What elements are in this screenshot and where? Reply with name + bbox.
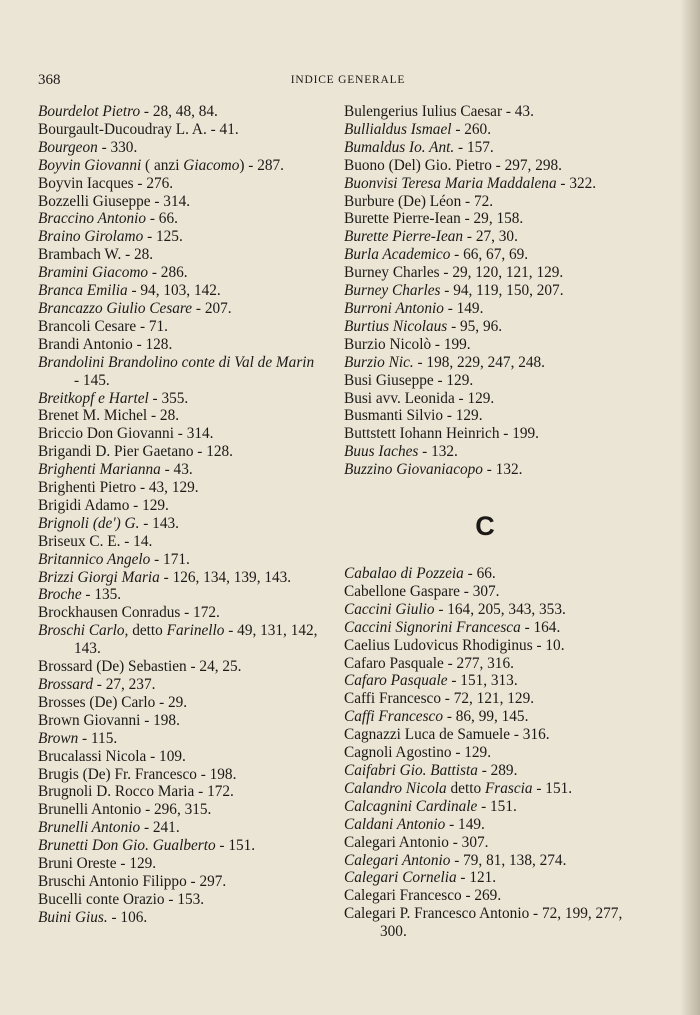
entry-name-italic: Burette Pierre-Iean xyxy=(344,228,464,246)
index-entry xyxy=(38,569,320,587)
entry-text: Bruschi Antonio Filippo - 297. xyxy=(38,872,227,890)
entry-name-italic: Caccini Giulio xyxy=(344,600,435,618)
index-entry xyxy=(344,816,626,834)
entry-text: Brosses (De) Carlo - 29. xyxy=(38,693,188,711)
index-entry xyxy=(38,676,320,694)
index-entry xyxy=(344,619,626,637)
index-entry xyxy=(344,905,626,941)
entry-text: Burette Pierre-Iean - 29, 158. xyxy=(344,210,524,228)
index-entry xyxy=(344,708,626,726)
index-entry xyxy=(344,461,626,479)
index-column-left xyxy=(38,103,320,927)
entry-text: Brugis (De) Fr. Francesco - 198. xyxy=(38,765,237,783)
entry-text: Bourgault-Ducoudray L. A. - 41. xyxy=(38,120,239,138)
index-entry xyxy=(38,783,320,801)
entry-name-italic: Brighenti Marianna xyxy=(38,461,161,479)
entry-text: - 66, 67, 69. xyxy=(450,246,529,264)
index-entry xyxy=(38,891,320,909)
entry-text: detto xyxy=(128,622,167,640)
index-entry xyxy=(344,318,626,336)
entry-text: - 106. xyxy=(107,908,148,926)
entry-text: Calegari Antonio - 307. xyxy=(344,833,489,851)
index-entry xyxy=(344,210,626,228)
index-entry xyxy=(344,601,626,619)
index-entry xyxy=(38,390,320,408)
index-entry xyxy=(344,228,626,246)
entry-name-italic: Braccino Antonio xyxy=(38,210,147,228)
entry-name-italic: Brancazzo Giulio Cesare xyxy=(38,299,193,317)
entry-name-italic: Brizzi Giorgi Maria xyxy=(38,568,160,586)
index-entry xyxy=(38,497,320,515)
entry-text: - 94, 103, 142. xyxy=(127,282,221,300)
index-entry xyxy=(344,690,626,708)
index-entry xyxy=(344,798,626,816)
entry-name-italic: Brignoli (de') G. xyxy=(38,514,140,532)
entry-name-italic: Brandolini Brandolino conte di Val de Marin xyxy=(38,353,315,371)
entry-name-italic: Calandro Nicola xyxy=(344,779,447,797)
index-entry xyxy=(344,103,626,121)
entry-name-italic: Broche xyxy=(38,586,82,604)
index-entry xyxy=(38,121,320,139)
index-entry xyxy=(38,837,320,855)
entry-text: - 49, 131, 142, 143. xyxy=(74,622,322,658)
index-entry xyxy=(38,300,320,318)
index-entry xyxy=(38,730,320,748)
entry-name-italic: Boyvin Giovanni xyxy=(38,156,142,174)
entry-text: - 66. xyxy=(146,210,178,228)
entry-name-italic: Caldani Antonio xyxy=(344,815,446,833)
entry-text: - 171. xyxy=(150,550,190,568)
entry-text: Busi avv. Leonida - 129. xyxy=(344,389,495,407)
index-entry xyxy=(38,748,320,766)
entry-text: Brugnoli D. Rocco Maria - 172. xyxy=(38,783,234,801)
index-entry xyxy=(344,565,626,583)
entry-text: - 43. xyxy=(160,461,193,479)
index-entry xyxy=(38,586,320,604)
entry-text: - 135. xyxy=(81,586,122,604)
index-entry xyxy=(344,583,626,601)
entry-name-italic: Branca Emilia xyxy=(38,282,128,300)
index-entry xyxy=(344,139,626,157)
entry-text: - 125. xyxy=(143,228,183,246)
entry-name-italic: Burroni Antonio xyxy=(344,299,444,317)
entry-text: Cafaro Pasquale - 277, 316. xyxy=(344,654,514,672)
entry-name-italic: Farinello xyxy=(166,622,225,640)
index-entry xyxy=(38,103,320,121)
entry-text: Burney Charles - 29, 120, 121, 129. xyxy=(344,264,564,282)
index-entry xyxy=(344,425,626,443)
entry-text: - 289. xyxy=(477,762,518,779)
entry-name-italic: Breitkopf e Hartel xyxy=(38,389,149,407)
entry-text: Brockhausen Conradus - 172. xyxy=(38,604,220,622)
entry-text: - 121. xyxy=(456,869,497,887)
page-edge-shadow xyxy=(680,0,700,1015)
index-entry xyxy=(344,354,626,372)
index-entry xyxy=(38,246,320,264)
index-entry xyxy=(344,175,626,193)
entry-text: Briseux C. E. - 14. xyxy=(38,532,153,550)
entry-text: - 151. xyxy=(532,779,573,797)
section-letter-heading: C xyxy=(475,511,495,542)
entry-text: - 355. xyxy=(148,389,189,407)
index-entry xyxy=(38,533,320,551)
index-entry xyxy=(344,157,626,175)
entry-name-italic: Caifabri Gio. Battista xyxy=(344,762,478,779)
index-entry xyxy=(38,354,320,390)
index-entry xyxy=(38,909,320,927)
entry-text: Brambach W. - 28. xyxy=(38,246,154,264)
index-entry xyxy=(344,372,626,390)
entry-text: Brucalassi Nicola - 109. xyxy=(38,747,186,765)
entry-name-italic: Burla Academico xyxy=(344,246,451,264)
entry-name-italic: Caccini Signorini Francesca xyxy=(344,618,521,636)
entry-name-italic: Buonvisi Teresa Maria Maddalena xyxy=(344,174,557,192)
index-entry xyxy=(344,726,626,744)
entry-name-italic: Calcagnini Cardinale xyxy=(344,797,478,815)
entry-name-italic: Bumaldus Io. Ant. xyxy=(344,138,455,156)
index-entry xyxy=(38,766,320,784)
entry-text: - 260. xyxy=(451,120,492,138)
entry-text: - 322. xyxy=(556,174,597,192)
index-entry xyxy=(38,551,320,569)
entry-text: Cagnazzi Luca de Samuele - 316. xyxy=(344,726,550,744)
entry-name-italic: Buzzino Giovaniacopo xyxy=(344,461,483,479)
index-entry xyxy=(38,407,320,425)
index-entry xyxy=(344,246,626,264)
entry-name-italic: Britannico Angelo xyxy=(38,550,151,568)
entry-text: - 79, 81, 138, 274. xyxy=(450,851,567,869)
index-entry xyxy=(38,461,320,479)
entry-text: Brenet M. Michel - 28. xyxy=(38,407,180,425)
index-entry xyxy=(38,819,320,837)
index-entry xyxy=(38,336,320,354)
index-entry xyxy=(344,390,626,408)
index-entry xyxy=(344,672,626,690)
entry-text: Brossard (De) Sebastien - 24, 25. xyxy=(38,658,242,676)
entry-text: ) - 287. xyxy=(239,156,284,174)
entry-text: Brandi Antonio - 128. xyxy=(38,335,173,353)
index-column-right xyxy=(344,103,626,941)
entry-text: Calegari P. Francesco Antonio - 72, 199, 277, 300. xyxy=(344,905,627,941)
entry-text: Brigidi Adamo - 129. xyxy=(38,496,169,514)
index-entry xyxy=(38,855,320,873)
entry-text: - 27, 237. xyxy=(92,676,156,693)
entry-text: - 132. xyxy=(482,461,523,479)
entry-name-italic: Brown xyxy=(38,729,79,747)
entry-name-italic: Broschi Carlo, xyxy=(38,622,129,640)
entry-text: detto xyxy=(446,779,485,797)
entry-text: - 95, 96. xyxy=(447,317,503,335)
entry-text: Brighenti Pietro - 43, 129. xyxy=(38,479,199,497)
entry-text: Busi Giuseppe - 129. xyxy=(344,371,474,389)
entry-text: Burbure (De) Léon - 72. xyxy=(344,192,494,210)
entry-text: Cabellone Gaspare - 307. xyxy=(344,582,500,600)
index-entry xyxy=(344,887,626,905)
entry-text: Bucelli conte Orazio - 153. xyxy=(38,890,205,908)
index-entry xyxy=(344,744,626,762)
entry-name-italic: Buus Iaches xyxy=(344,443,419,461)
entry-text: - 151, 313. xyxy=(447,672,518,690)
index-entry xyxy=(38,318,320,336)
entry-text: Cagnoli Agostino - 129. xyxy=(344,744,492,762)
index-entry xyxy=(38,712,320,730)
entry-text: - 149. xyxy=(443,299,484,317)
entry-text: - 66. xyxy=(463,565,496,583)
entry-text: - 132. xyxy=(418,443,458,461)
entry-text: - 157. xyxy=(454,138,494,156)
entry-name-italic: Frascia xyxy=(484,779,533,797)
entry-name-italic: Brunetti Don Gio. Gualberto xyxy=(38,837,216,855)
entry-text: Buttstett Iohann Heinrich - 199. xyxy=(344,425,539,443)
index-entry xyxy=(38,157,320,175)
entry-text: - 241. xyxy=(140,819,180,837)
index-entry xyxy=(344,834,626,852)
entry-name-italic: Burney Charles xyxy=(344,282,441,300)
index-entry xyxy=(344,637,626,655)
index-entry xyxy=(38,264,320,282)
entry-text: Bozzelli Giuseppe - 314. xyxy=(38,192,191,210)
entry-text: - 198, 229, 247, 248. xyxy=(413,353,545,371)
entry-name-italic: Calegari Cornelia xyxy=(344,869,457,887)
index-entry xyxy=(38,443,320,461)
entry-name-italic: Bullialdus Ismael xyxy=(344,120,452,138)
index-entry xyxy=(38,228,320,246)
entry-text: - 145. xyxy=(74,353,319,389)
index-entry xyxy=(344,282,626,300)
entry-name-italic: Giacomo xyxy=(183,156,240,174)
index-entry xyxy=(344,852,626,870)
index-entry xyxy=(344,121,626,139)
index-entry xyxy=(38,193,320,211)
entry-text: - 143. xyxy=(139,514,179,532)
entry-text: Caffi Francesco - 72, 121, 129. xyxy=(344,690,535,708)
entry-name-italic: Cabalao di Pozzeia xyxy=(344,565,464,583)
index-entry xyxy=(38,694,320,712)
index-entry xyxy=(38,425,320,443)
entry-text: - 149. xyxy=(445,815,485,833)
page-number: 368 xyxy=(38,72,61,88)
index-entry xyxy=(344,264,626,282)
index-entry xyxy=(344,336,626,354)
entry-text: ( anzi xyxy=(141,156,184,174)
entry-text: - 86, 99, 145. xyxy=(443,708,529,726)
entry-text: - 286. xyxy=(148,264,188,282)
entry-text: - 330. xyxy=(97,138,138,156)
entry-name-italic: Buini Gius. xyxy=(38,908,108,926)
entry-name-italic: Calegari Antonio xyxy=(344,851,451,869)
entry-text: Burzio Nicolò - 199. xyxy=(344,335,471,353)
index-entry xyxy=(38,604,320,622)
index-entry xyxy=(344,780,626,798)
entry-text: Boyvin Iacques - 276. xyxy=(38,174,174,192)
index-entry xyxy=(38,282,320,300)
entry-name-italic: Bramini Giacomo xyxy=(38,264,149,282)
entry-name-italic: Caffi Francesco xyxy=(344,708,443,726)
index-entry xyxy=(38,801,320,819)
index-entry xyxy=(38,175,320,193)
entry-text: Briccio Don Giovanni - 314. xyxy=(38,425,214,443)
index-entry xyxy=(38,210,320,228)
entry-text: Bruni Oreste - 129. xyxy=(38,855,157,873)
index-entry xyxy=(38,479,320,497)
entry-text: - 164, 205, 343, 353. xyxy=(434,600,566,618)
entry-name-italic: Cafaro Pasquale xyxy=(344,672,448,690)
entry-text: - 207. xyxy=(192,299,232,317)
index-entry xyxy=(344,443,626,461)
entry-name-italic: Brunelli Antonio xyxy=(38,819,141,837)
entry-text: Brancoli Cesare - 71. xyxy=(38,317,168,335)
entry-text: - 115. xyxy=(78,729,118,747)
index-entry xyxy=(38,139,320,157)
entry-name-italic: Burzio Nic. xyxy=(344,353,414,371)
entry-text: Brigandi D. Pier Gaetano - 128. xyxy=(38,443,233,461)
entry-text: Bulengerius Iulius Caesar - 43. xyxy=(344,103,534,120)
entry-text: Caelius Ludovicus Rhodiginus - 10. xyxy=(344,636,565,654)
index-entry xyxy=(38,622,320,658)
running-title: INDICE GENERALE xyxy=(290,74,406,86)
entry-name-italic: Braino Girolamo xyxy=(38,228,144,246)
page-header xyxy=(38,72,658,96)
index-entry xyxy=(344,869,626,887)
entry-text: - 94, 119, 150, 207. xyxy=(440,282,564,300)
entry-name-italic: Brossard xyxy=(38,676,93,693)
entry-text: Busmanti Silvio - 129. xyxy=(344,407,483,425)
index-entry xyxy=(344,193,626,211)
entry-text: Brown Giovanni - 198. xyxy=(38,711,180,729)
entry-text: Buono (Del) Gio. Pietro - 297, 298. xyxy=(344,156,562,174)
entry-text: - 126, 134, 139, 143. xyxy=(159,568,292,586)
entry-text: - 151. xyxy=(477,797,517,815)
entry-text: Calegari Francesco - 269. xyxy=(344,887,502,905)
index-entry xyxy=(38,515,320,533)
entry-text: Brunelli Antonio - 296, 315. xyxy=(38,801,212,819)
index-entry xyxy=(344,762,626,780)
index-entry xyxy=(344,655,626,673)
entry-text: - 27, 30. xyxy=(463,228,518,246)
entry-name-italic: Bourgeon xyxy=(38,138,98,156)
index-entry xyxy=(344,300,626,318)
entry-name-italic: Burtius Nicolaus xyxy=(344,317,448,335)
index-entry xyxy=(38,658,320,676)
entry-text: - 28, 48, 84. xyxy=(140,103,218,120)
index-entry xyxy=(344,407,626,425)
index-entry xyxy=(38,873,320,891)
entry-text: - 151. xyxy=(215,837,256,855)
entry-text: - 164. xyxy=(520,618,561,636)
entry-name-italic: Bourdelot Pietro xyxy=(38,103,141,120)
